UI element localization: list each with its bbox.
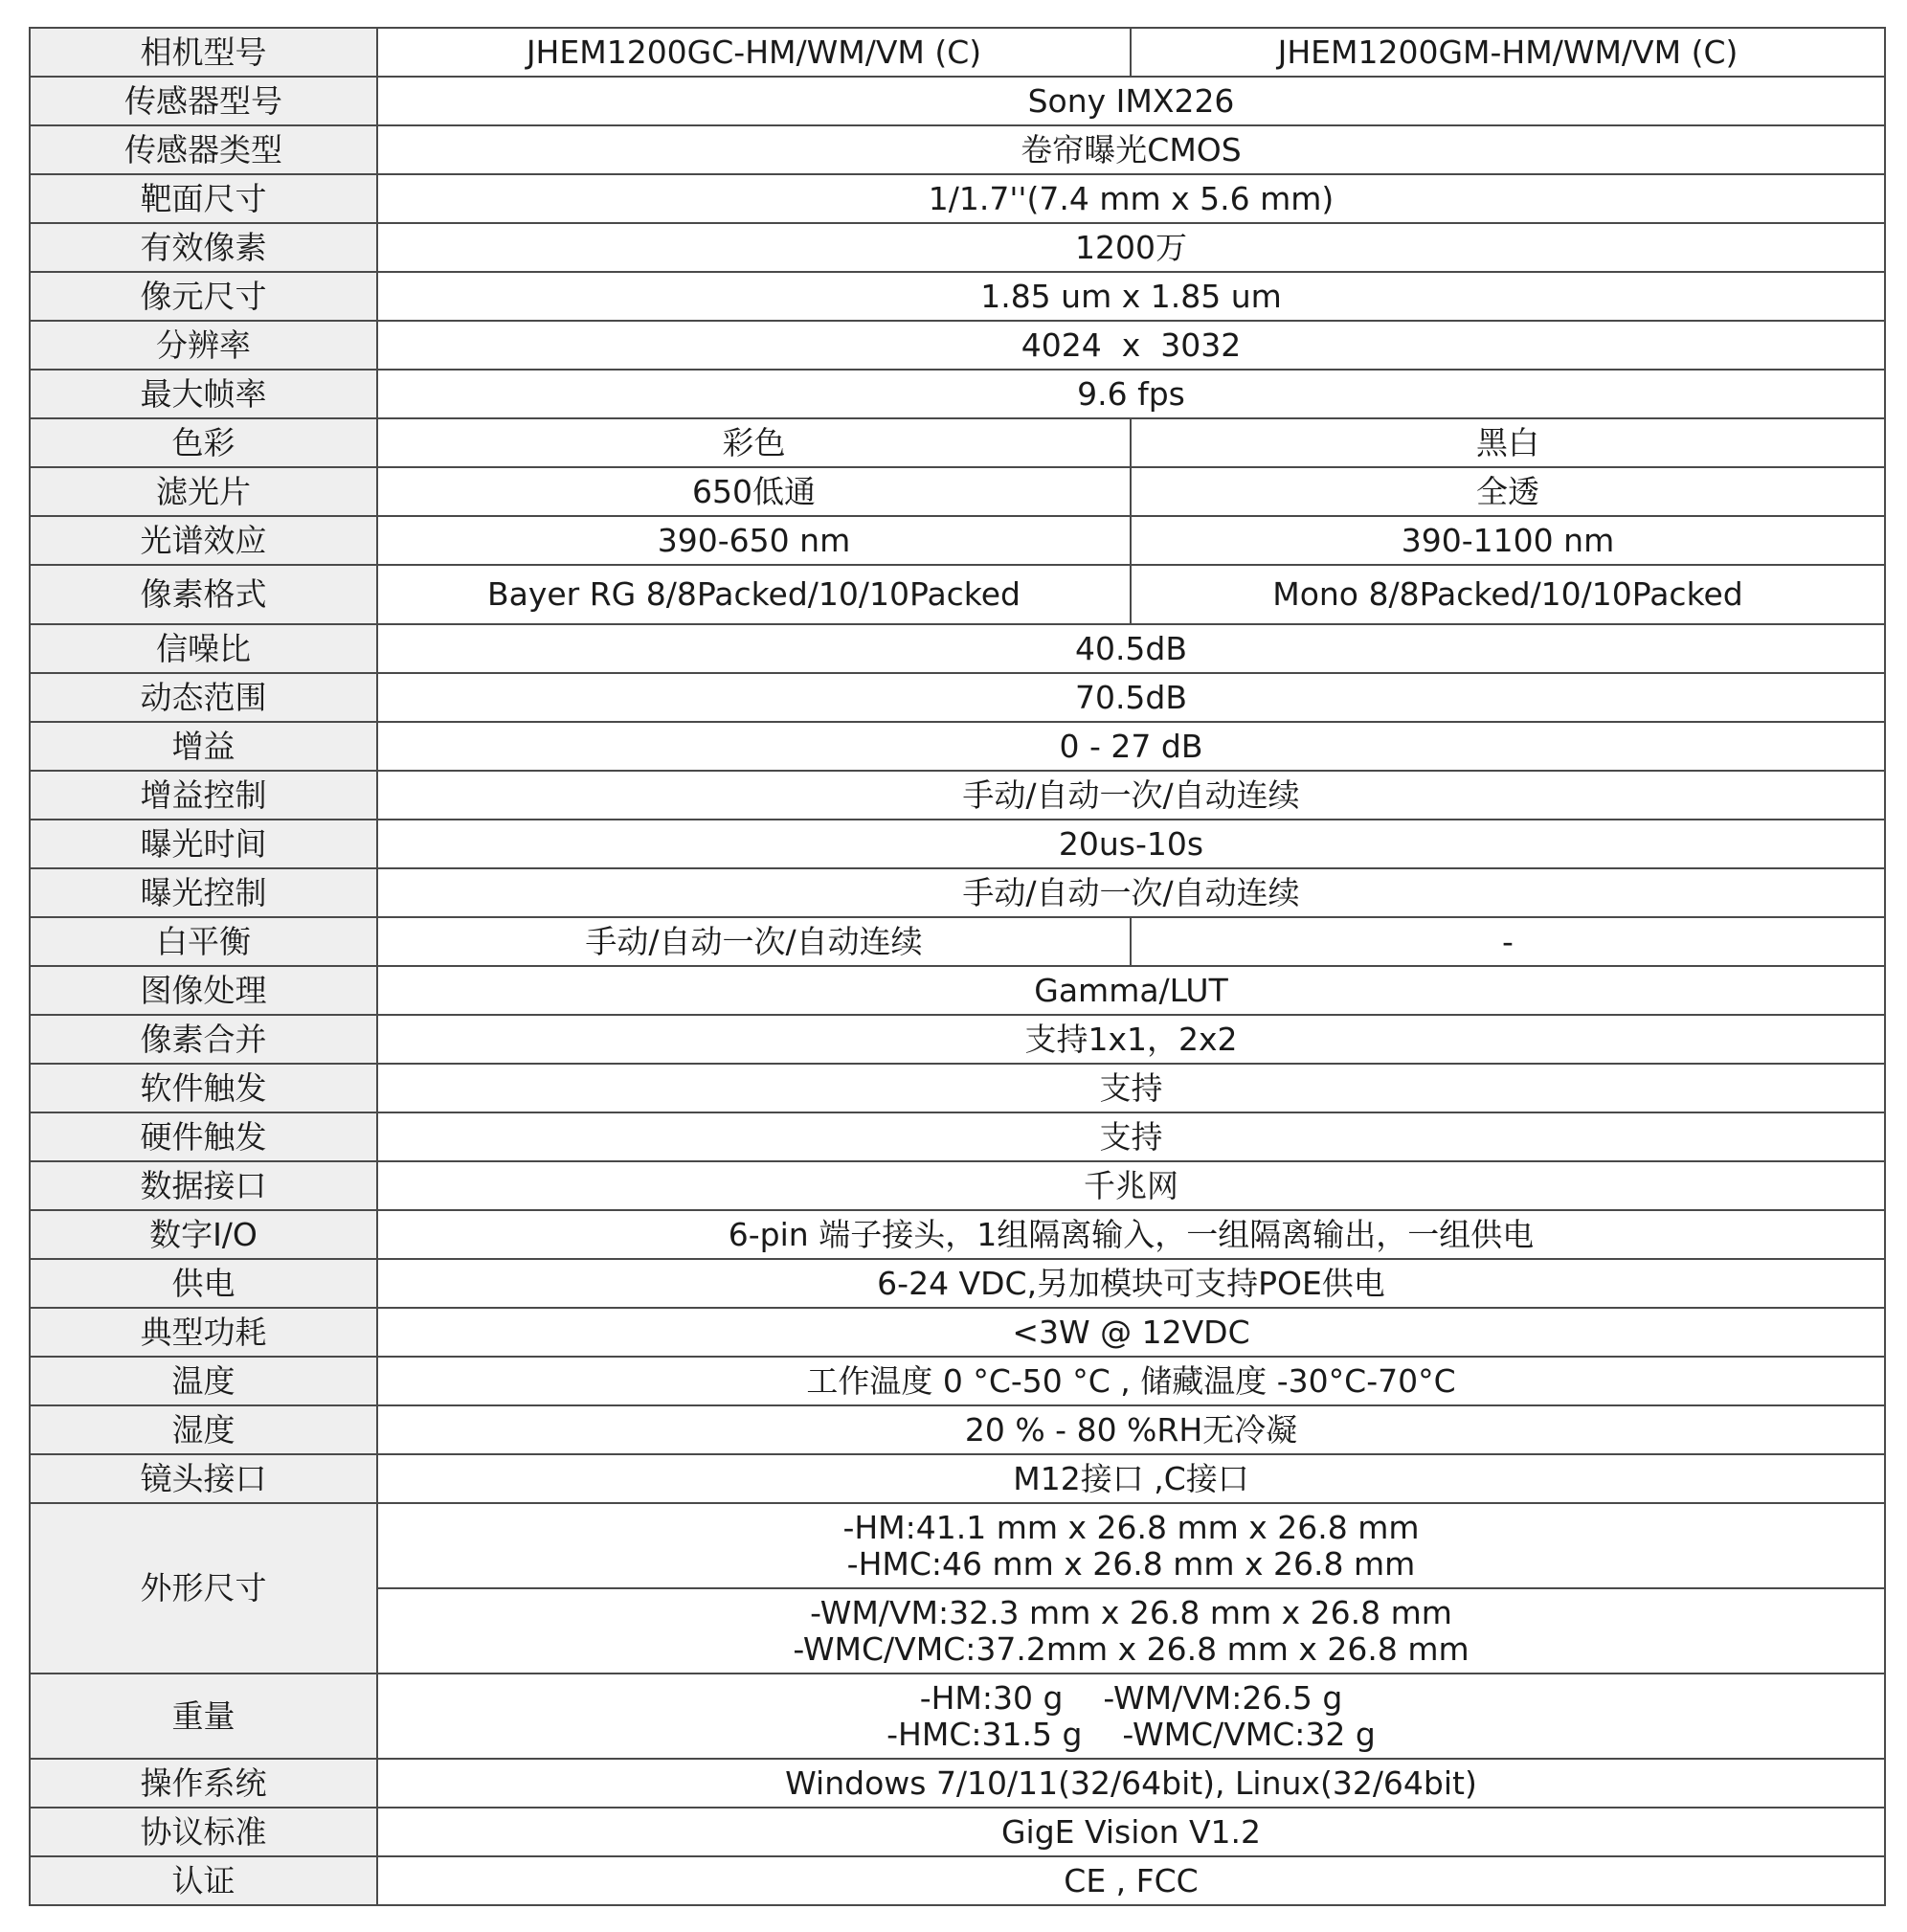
label-gain-control: 增益控制 [30,771,377,820]
label-exposure-time: 曝光时间 [30,820,377,868]
value-exposure-control: 手动/自动一次/自动连续 [377,868,1885,917]
row-white-balance [30,917,1885,966]
row-max-frame-rate [30,370,1885,418]
label-sensor-model: 传感器型号 [30,77,377,125]
value-humidity: 20 % - 80 %RH无冷凝 [377,1405,1885,1454]
dimensions-wm-line2: -WMC/VMC:37.2mm x 26.8 mm x 26.8 mm [793,1629,1470,1668]
value-digital-io: 6-pin 端子接头，1组隔离输入，一组隔离输出，一组供电 [377,1210,1885,1259]
label-sensor-type: 传感器类型 [30,125,377,174]
value-gain: 0 - 27 dB [377,722,1885,771]
dimensions-wm-line1: -WM/VM:32.3 mm x 26.8 mm x 26.8 mm [810,1593,1452,1631]
value-snr: 40.5dB [377,624,1885,673]
weight-line1: -HM:30 g -WM/VM:26.5 g [919,1678,1343,1717]
value-max-frame-rate: 9.6 fps [377,370,1885,418]
row-dynamic-range [30,673,1885,722]
label-os: 操作系统 [30,1759,377,1808]
value-hardware-trigger: 支持 [377,1112,1885,1161]
label-lens-mount: 镜头接口 [30,1454,377,1503]
row-exposure-control [30,868,1885,917]
row-gain-control [30,771,1885,820]
row-protocol [30,1808,1885,1856]
dimensions-hm-line1: -HM:41.1 mm x 26.8 mm x 26.8 mm [842,1508,1420,1546]
label-weight: 重量 [30,1674,377,1759]
value-power-consumption: <3W @ 12VDC [377,1308,1885,1357]
row-lens-mount [30,1454,1885,1503]
value-sensor-type: 卷帘曝光CMOS [377,125,1885,174]
value-protocol: GigE Vision V1.2 [377,1808,1885,1856]
value-dimensions-hm [377,1503,1885,1588]
row-exposure-time [30,820,1885,868]
row-digital-io [30,1210,1885,1259]
label-humidity: 湿度 [30,1405,377,1454]
row-hardware-trigger [30,1112,1885,1161]
label-exposure-control: 曝光控制 [30,868,377,917]
value-os: Windows 7/10/11(32/64bit), Linux(32/64bit) [377,1759,1885,1808]
model-color: JHEM1200GC-HM/WM/VM (C) [377,28,1131,77]
label-binning: 像素合并 [30,1015,377,1064]
row-binning [30,1015,1885,1064]
value-white-balance-col2: - [1131,917,1885,966]
value-binning: 支持1x1，2x2 [377,1015,1885,1064]
label-image-processing: 图像处理 [30,966,377,1015]
value-filter-col1: 650低通 [377,467,1131,516]
value-software-trigger: 支持 [377,1064,1885,1112]
label-software-trigger: 软件触发 [30,1064,377,1112]
value-temperature: 工作温度 0 °C-50 °C , 储藏温度 -30°C-70°C [377,1357,1885,1405]
value-spectral-col1: 390-650 nm [377,516,1131,565]
label-protocol: 协议标准 [30,1808,377,1856]
model-mono: JHEM1200GM-HM/WM/VM (C) [1131,28,1885,77]
row-spectral-response [30,516,1885,565]
value-weight [377,1674,1885,1759]
value-gain-control: 手动/自动一次/自动连续 [377,771,1885,820]
label-power-supply: 供电 [30,1259,377,1308]
value-dynamic-range: 70.5dB [377,673,1885,722]
row-gain [30,722,1885,771]
row-sensor-type [30,125,1885,174]
row-resolution [30,321,1885,370]
value-lens-mount: M12接口 ,C接口 [377,1454,1885,1503]
row-humidity [30,1405,1885,1454]
spec-table [29,27,1886,1906]
value-pixel-size: 1.85 um x 1.85 um [377,272,1885,321]
row-sensor-model [30,77,1885,125]
label-color: 色彩 [30,418,377,467]
value-filter-col2: 全透 [1131,467,1885,516]
label-pixel-format: 像素格式 [30,565,377,624]
row-certification [30,1856,1885,1905]
label-max-frame-rate: 最大帧率 [30,370,377,418]
value-target-size: 1/1.7''(7.4 mm x 5.6 mm) [377,174,1885,223]
value-image-processing: Gamma/LUT [377,966,1885,1015]
weight-line2: -HMC:31.5 g -WMC/VMC:32 g [886,1715,1376,1753]
label-power-consumption: 典型功耗 [30,1308,377,1357]
row-color [30,418,1885,467]
label-temperature: 温度 [30,1357,377,1405]
label-target-size: 靶面尺寸 [30,174,377,223]
value-certification: CE , FCC [377,1856,1885,1905]
row-power-supply [30,1259,1885,1308]
label-resolution: 分辨率 [30,321,377,370]
value-dimensions-wm [377,1588,1885,1674]
label-snr: 信噪比 [30,624,377,673]
value-data-interface: 千兆网 [377,1161,1885,1210]
row-temperature [30,1357,1885,1405]
row-pixel-size [30,272,1885,321]
row-target-size [30,174,1885,223]
value-power-supply: 6-24 VDC,另加模块可支持POE供电 [377,1259,1885,1308]
value-spectral-col2: 390-1100 nm [1131,516,1885,565]
label-dynamic-range: 动态范围 [30,673,377,722]
value-color-col2: 黑白 [1131,418,1885,467]
label-gain: 增益 [30,722,377,771]
label-spectral-response: 光谱效应 [30,516,377,565]
row-camera-model [30,28,1885,77]
value-white-balance-col1: 手动/自动一次/自动连续 [377,917,1131,966]
label-digital-io: 数字I/O [30,1210,377,1259]
label-hardware-trigger: 硬件触发 [30,1112,377,1161]
label-data-interface: 数据接口 [30,1161,377,1210]
dimensions-hm-line2: -HMC:46 mm x 26.8 mm x 26.8 mm [846,1544,1416,1583]
row-image-processing [30,966,1885,1015]
value-exposure-time: 20us-10s [377,820,1885,868]
row-software-trigger [30,1064,1885,1112]
label-filter: 滤光片 [30,467,377,516]
label-effective-pixels: 有效像素 [30,223,377,272]
row-power-consumption [30,1308,1885,1357]
label-certification: 认证 [30,1856,377,1905]
row-snr [30,624,1885,673]
row-filter [30,467,1885,516]
value-pixel-format-col1: Bayer RG 8/8Packed/10/10Packed [377,565,1131,624]
row-effective-pixels [30,223,1885,272]
value-sensor-model: Sony IMX226 [377,77,1885,125]
row-data-interface [30,1161,1885,1210]
row-pixel-format [30,565,1885,624]
value-pixel-format-col2: Mono 8/8Packed/10/10Packed [1131,565,1885,624]
value-resolution: 4024 x 3032 [377,321,1885,370]
value-color-col1: 彩色 [377,418,1131,467]
row-weight [30,1674,1885,1759]
label-white-balance: 白平衡 [30,917,377,966]
row-dimensions-hm [30,1503,1885,1588]
label-pixel-size: 像元尺寸 [30,272,377,321]
row-os [30,1759,1885,1808]
label-camera-model: 相机型号 [30,28,377,77]
value-effective-pixels: 1200万 [377,223,1885,272]
label-dimensions: 外形尺寸 [30,1503,377,1674]
